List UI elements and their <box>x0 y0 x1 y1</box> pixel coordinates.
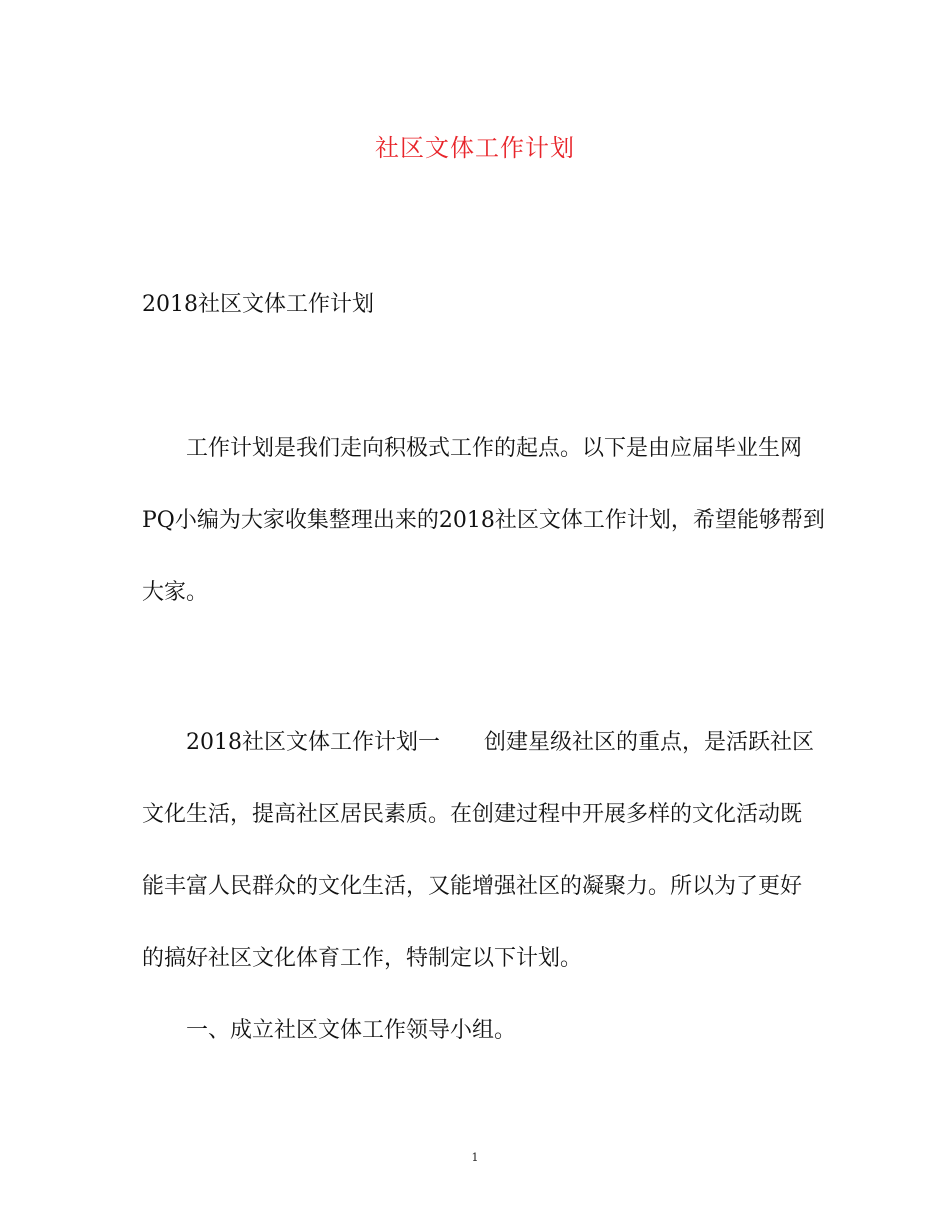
intro-line-3: 大家。 <box>142 580 209 605</box>
document-subtitle: 2018社区文体工作计划 <box>142 292 374 317</box>
section-line-1: 2018社区文体工作计划一 创建星级社区的重点，是活跃社区 <box>142 730 814 755</box>
section-line-3: 能丰富人民群众的文化生活，又能增强社区的凝聚力。所以为了更好 <box>142 874 803 899</box>
page-number: 1 <box>471 1151 479 1164</box>
section-line-2: 文化生活，提高社区居民素质。在创建过程中开展多样的文化活动既 <box>142 802 803 827</box>
section-line-4: 的搞好社区文化体育工作，特制定以下计划。 <box>142 946 583 971</box>
intro-line-2: PQ小编为大家收集整理出来的2018社区文体工作计划，希望能够帮到 <box>142 508 825 533</box>
intro-line-1: 工作计划是我们走向积极式工作的起点。以下是由应届毕业生网 <box>142 436 803 461</box>
section-line-5: 一、成立社区文体工作领导小组。 <box>142 1018 517 1043</box>
document-title: 社区文体工作计划 <box>375 134 575 162</box>
